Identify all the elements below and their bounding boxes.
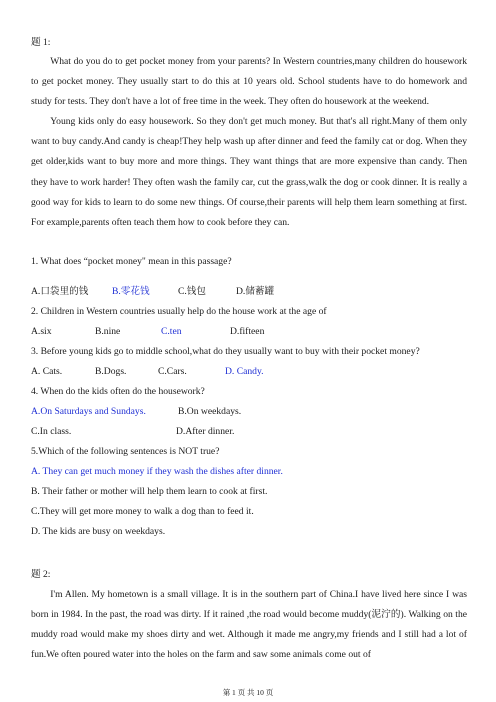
option-b: B.Dogs. (95, 366, 127, 377)
option-a: A. Cats. (31, 366, 63, 377)
option-a: A.口袋里的钱 (31, 286, 89, 297)
question-5: 5.Which of the following sentences is NOT true? (31, 446, 220, 457)
option-d: D.After dinner. (176, 426, 235, 437)
option-b-answer: B.零花钱 (112, 286, 150, 297)
option-d-answer: D. Candy. (225, 366, 264, 377)
option-b: B. Their father or mother will help them learn to cook at first. (31, 486, 268, 497)
option-d: D.储蓄罐 (236, 286, 275, 297)
option-c: C.They will get more money to walk a dog than to feed it. (31, 506, 254, 517)
option-a-answer: A.On Saturdays and Sundays. (31, 406, 146, 417)
option-c: C.Cars. (158, 366, 187, 377)
question-1: 1. What does “pocket money" mean in this passage? (31, 256, 232, 267)
option-c: C.In class. (31, 426, 72, 437)
page-footer: 第 1 页 共 10 页 (222, 688, 274, 697)
question-2: 2. Children in Western countries usually help do the house work at the age of (31, 306, 327, 317)
question-3: 3. Before young kids go to middle school,what do they usually want to buy with their pocket money? (31, 346, 420, 357)
option-a: A.six (31, 326, 52, 337)
option-d: D.fifteen (230, 326, 265, 337)
problem-1-title: 题 1: (31, 37, 51, 48)
passage-1 (31, 52, 467, 233)
option-d: D. The kids are busy on weekdays. (31, 526, 166, 537)
question-4: 4. When do the kids often do the housework? (31, 386, 205, 397)
passage-2-paragraph-1: I'm Allen. My hometown is a small village. It is in the southern part of China.I have lived here since I was born in 1984. In the past, the road was dirty. If it rained ,the road would become muddy(泥泞的). Walking on the muddy road would make my shoes dirty and wet. Although it made me angry,my friends and I still had a lot of fun.We often poured water into the holes on the farm and saw some animals come out of (31, 589, 467, 661)
passage-1-paragraph-2: Young kids only do easy housework. So they don't get much money. But that's all right.Many of them only want to buy candy.And candy is cheap!They help wash up after dinner and feed the family cat or dog. When they get older,kids want to buy more and more things. They want things that are more expensive than candy. Then they have to work harder! They often wash the family car, cut the grass,walk the dog or cook dinner. It is really a good way for kids to learn to do some new things. Of course,their parents will help them learn something at first. For example,parents often teach them how to cook before they can. (31, 116, 467, 228)
problem-2-title: 题 2: (31, 569, 51, 580)
passage-2 (31, 585, 467, 665)
option-a-answer: A. They can get much money if they wash the dishes after dinner. (31, 466, 283, 477)
option-c-answer: C.ten (161, 326, 182, 337)
passage-1-paragraph-1: What do you do to get pocket money from your parents? In Western countries,many children do housework to get pocket money. They usually start to do this at 10 years old. School students have to do homework and study for tests. They don't have a lot of free time in the week. They often do housework at the weekend. (31, 56, 467, 108)
option-b: B.nine (95, 326, 121, 337)
option-c: C.钱包 (178, 286, 206, 297)
option-b: B.On weekdays. (178, 406, 242, 417)
